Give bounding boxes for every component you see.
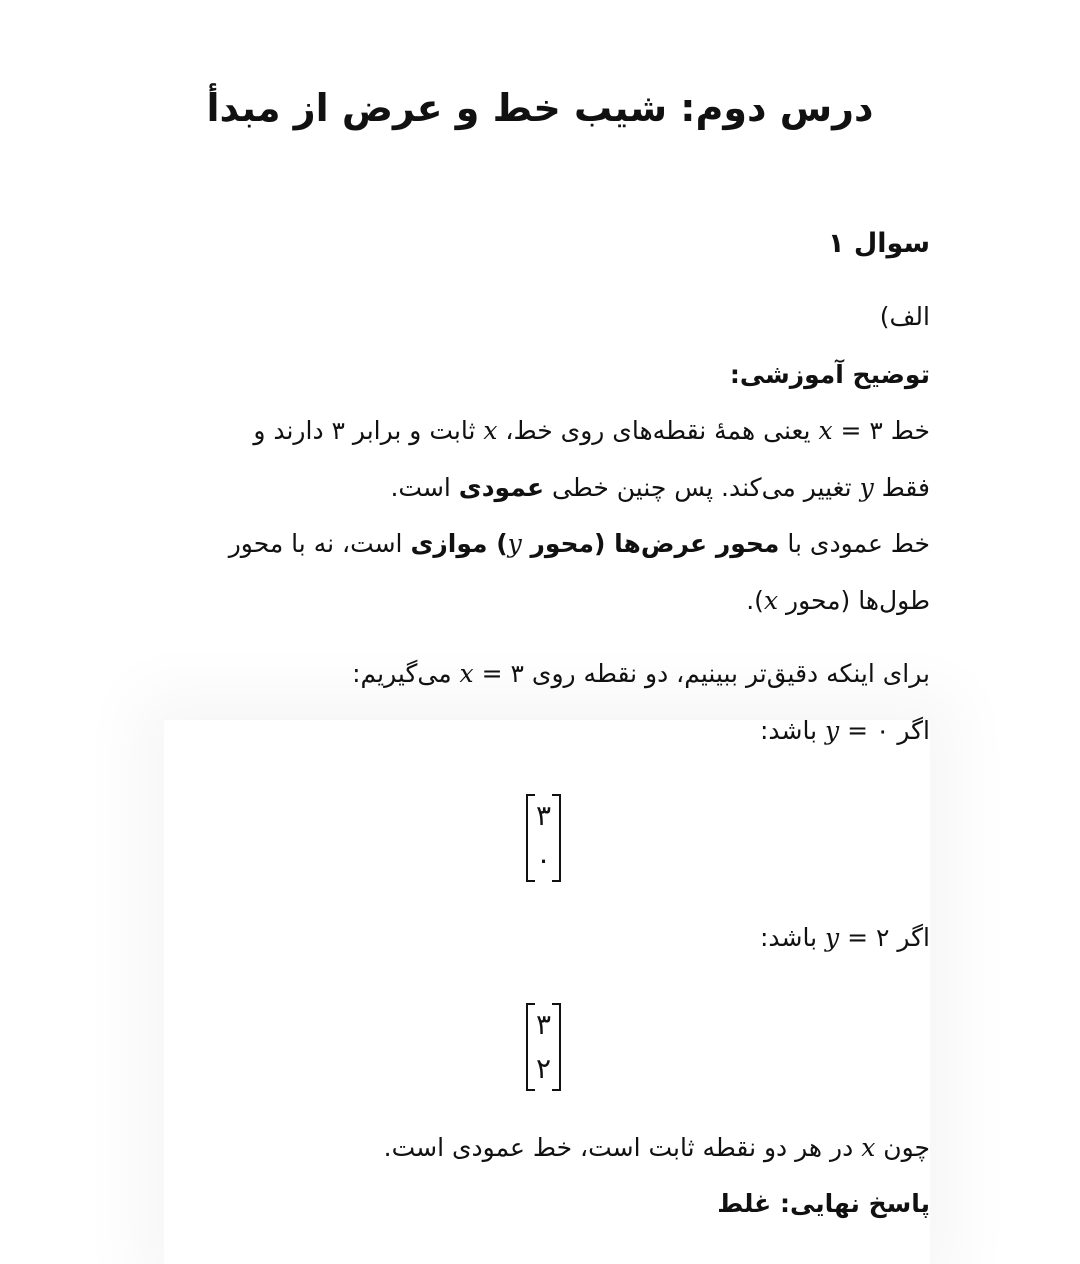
text-segment: ثابت و برابر ۳ دارند و (253, 416, 484, 445)
emphasis-text: عمودی (458, 473, 545, 502)
case-1-text (760, 711, 930, 751)
page-title: درس دوم: شیب خط و عرض از مبدأ (206, 86, 874, 130)
question-part-label: الف) (879, 302, 930, 331)
text-segment: یعنی همهٔ نقطه‌های روی خط، (497, 416, 819, 445)
case-2-text (760, 918, 930, 958)
text-segment: است. (390, 473, 459, 502)
math-variable: x (818, 416, 833, 445)
math-variable: y (507, 529, 522, 558)
point-matrix-2 (526, 1003, 561, 1091)
text-segment: فقط (873, 473, 930, 502)
text-segment: اگر ۰ = (839, 716, 930, 745)
math-variable: x (459, 659, 474, 688)
text-segment: می‌گیریم: (352, 659, 460, 688)
text-segment: ). (746, 586, 764, 615)
explanation-label: توضیح آموزشی: (729, 360, 930, 389)
paragraph-1-line-2 (390, 468, 930, 508)
matrix-entry: ۳ (536, 799, 552, 832)
math-variable: x (763, 586, 779, 615)
point-matrix-1 (526, 794, 561, 882)
emphasis-text: محور عرض‌ها (محور (521, 529, 780, 558)
matrix-entry: ۳ (536, 1008, 552, 1041)
text-segment: باشد: (759, 716, 825, 745)
matrix-entry: ۲ (536, 1052, 552, 1085)
final-answer: پاسخ نهایی: غلط (717, 1189, 930, 1218)
math-variable: x (483, 416, 498, 445)
text-segment: برای اینکه دقیق‌تر ببینیم، دو نقطه روی ۳ = (473, 659, 930, 688)
math-variable: y (825, 923, 840, 952)
text-segment: تغییر می‌کند. پس چنین خطی (544, 473, 860, 502)
paragraph-1-line-1 (253, 411, 930, 451)
paragraph-3 (352, 654, 930, 694)
text-segment: خط عمودی با (779, 529, 930, 558)
text-segment: در هر دو نقطه ثابت است، خط عمودی است. (383, 1133, 862, 1162)
paragraph-2-line-2 (746, 581, 930, 621)
paragraph-2-line-1 (229, 524, 930, 564)
text-segment: طول‌ها (محور (778, 586, 930, 615)
math-variable: y (825, 716, 840, 745)
text-segment: باشد: (759, 923, 825, 952)
text-segment: اگر ۲ = (839, 923, 930, 952)
math-variable: y (859, 473, 874, 502)
text-segment: چون (875, 1133, 930, 1162)
conclusion-text (384, 1128, 930, 1168)
emphasis-text: ) موازی (410, 529, 508, 558)
question-heading: سوال ۱ (827, 228, 930, 259)
text-segment: خط ۳ = (832, 416, 930, 445)
matrix-entry: ۰ (536, 843, 552, 876)
math-variable: x (861, 1133, 876, 1162)
text-segment: است، نه با محور (228, 529, 411, 558)
